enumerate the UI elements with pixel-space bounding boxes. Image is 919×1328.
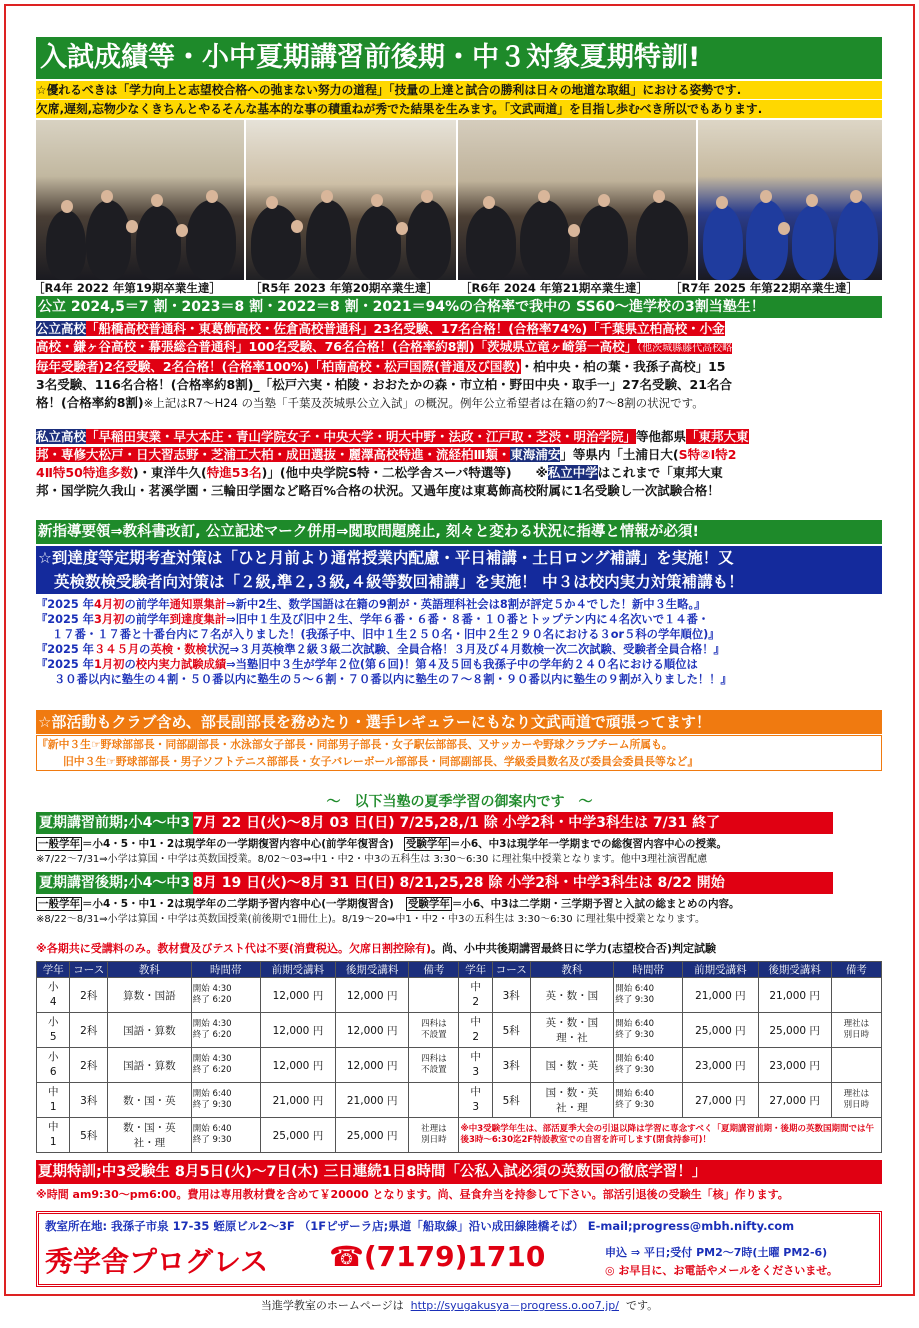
time-cell: 開始 6:40 終了 9:30 bbox=[191, 1118, 260, 1153]
photo-caption-2022: ［R4年 2022 年第19期卒業生達］ bbox=[33, 281, 221, 295]
course-cell: 5科 bbox=[492, 1013, 530, 1048]
news-item: 『2025 年1月初の校内実力試験成績⇒当塾旧中３生が学年２位(第６回)！第４及５回も我孫子中の学年約２４０名における順位は bbox=[36, 658, 698, 671]
table-row bbox=[37, 1048, 882, 1083]
private-result-14: はこれまで「東邦大東 bbox=[597, 465, 723, 480]
photo-caption-2025: ［R7年 2025 年第22期卒業生達］ bbox=[670, 281, 858, 295]
private-label: 私立高校 bbox=[36, 429, 87, 444]
private-result-6: 」等県内「土浦日大( bbox=[560, 447, 679, 462]
page-title: 入試成績等・小中夏期講習前後期・中３対象夏期特訓! bbox=[36, 37, 882, 79]
club-banner: ☆部活動もクラブ含め、部長副部長を務めたり・選手レギュラーにもなり文武両道で頑張ってます！ bbox=[36, 710, 882, 734]
graduation-photo-2024 bbox=[458, 120, 696, 280]
late-fee-cell: 12,000 円 bbox=[336, 978, 409, 1013]
club-line-2: 旧中３生☞野球部部長・男子ソフトテニス部部長・女子バレーボール部部長・同部副部長、学級委員数名及び委員会委員長等など』 bbox=[63, 755, 699, 768]
graduation-photo-2023 bbox=[246, 120, 456, 280]
course-cell: 2科 bbox=[70, 1048, 108, 1083]
grade-cell: 中 2 bbox=[459, 1013, 492, 1048]
private-result-9: )・東洋牛久( bbox=[132, 465, 207, 480]
early-fee-cell: 21,000 円 bbox=[683, 978, 758, 1013]
course-cell: 3科 bbox=[70, 1083, 108, 1118]
guidance-banner: 新指導要領⇒教科書改訂, 公立記述マーク併用⇒閲取問題廃止, 刻々と変わる状況に指導と情報が必須! bbox=[36, 520, 882, 544]
note-cell: 社理は 別日時 bbox=[409, 1118, 459, 1153]
time-cell: 開始 6:40 終了 9:30 bbox=[191, 1083, 260, 1118]
private-result-7: S特②Ⅰ特2 bbox=[678, 447, 737, 462]
course-cell: 3科 bbox=[492, 1048, 530, 1083]
early-term-label: 夏期講習前期;小4～中3 bbox=[36, 812, 193, 834]
grade-cell: 小 5 bbox=[37, 1013, 70, 1048]
school-name: 秀学舎プログレス bbox=[45, 1245, 269, 1278]
subject-cell: 英・数・国 bbox=[530, 978, 614, 1013]
public-result-1: 「船橋高校普通科・東葛飾高校・佐倉高校普通科」23名受験、17名合格！(合格率74%) bbox=[86, 321, 588, 336]
fee-table bbox=[36, 961, 882, 1153]
private-result-4: 邦・専修大松戸・日大習志野・芝浦工大柏・成田選抜・麗澤高校特進・流経柏Ⅲ類・ bbox=[36, 447, 511, 462]
public-result-2: 「千葉県立柏高校・小金 bbox=[587, 321, 725, 336]
public-result-9: 3名受験、116名合格！(合格率約8割)_「松戸六実・柏陵・おおたかの森・市立柏・野田中央・取手一」27名受験、21名合 bbox=[36, 377, 732, 392]
private-result-2: 等他都県 bbox=[636, 429, 687, 444]
late-term-dates: 8月 19 日(火)～8月 31 日(日) 8/21,25,28 除 小学2科・中学3科生は 8/22 開始 bbox=[193, 872, 833, 894]
special-training-banner: 夏期特訓;中3受験生 8月5日(火)～7日(木) 三日連続1日8時間「公私入試必須の英数国の徹底学習！」 bbox=[36, 1160, 882, 1184]
intro-line-1: ☆優れるべきは「学力向上と志望校合格への弛まない努力の道程」「技量の上達と試合の勝利は日々の地道な取組」における姿勢です. bbox=[36, 81, 882, 99]
course-cell: 5科 bbox=[492, 1083, 530, 1118]
time-cell: 開始 4:30 終了 6:20 bbox=[191, 1048, 260, 1083]
public-result-3: 高校・鎌ヶ谷高校・幕張総合普通科」100名受験、76名合格！(合格率約8割) bbox=[36, 339, 475, 354]
subject-cell: 国・数・英 bbox=[530, 1048, 614, 1083]
late-fee-cell: 12,000 円 bbox=[336, 1048, 409, 1083]
early-term-details: 一般学年 ＝小4・5・中1・2は現学年の一学期復習内容中心(前学年復習含) 受験学年 ＝小6、中3は現学年一学期までの総復習内容中心の授業。 ※7/22～7/31⇒小学は算国・中学は英数国授業。8/02～03⇒中1・中2・中3の五科生は 3:30～6:30 に理社集中授業となります。他中3理社演習配慮 bbox=[36, 838, 727, 865]
club-details bbox=[36, 735, 882, 771]
exam-prep-banner bbox=[36, 546, 882, 594]
table-row bbox=[37, 1118, 882, 1153]
course-cell: 3科 bbox=[492, 978, 530, 1013]
time-cell: 開始 4:30 終了 6:20 bbox=[191, 978, 260, 1013]
news-item: 『2025 年３４５月の英検・数検状況⇒３月英検準２級３級二次試験、全員合格！３月及び４月数検一次二次試験、受験者全員合格！』 bbox=[36, 643, 725, 656]
note-cell bbox=[831, 1048, 881, 1083]
public-note: ※上記はR7～H24 の当塾「千葉及茨城県公立入試」の概況。例年公立希望者は在籍の約7～8割の状況です。 bbox=[143, 396, 704, 410]
late-fee-cell: 12,000 円 bbox=[336, 1013, 409, 1048]
intro-line-2: 欠席,遅刻,忘物少なくきちんとやるそんな基本的な事の積重ねが秀でた結果を生みます。「文武両道」を目指し歩むべき所以でもあります. bbox=[36, 100, 882, 118]
grade-cell: 中 1 bbox=[37, 1118, 70, 1153]
subject-cell: 算数・国語 bbox=[108, 978, 192, 1013]
grade-cell: 中 3 bbox=[459, 1083, 492, 1118]
private-result-3: 「東邦大東 bbox=[686, 429, 749, 444]
exam-prep-line-1: ☆到達度等定期考査対策は「ひと月前より通常授業内配慮・平日補講・土日ロング補講」を実施！又 bbox=[38, 549, 734, 567]
contact-box bbox=[36, 1211, 882, 1287]
late-term-label: 夏期講習後期;小4～中3 bbox=[36, 872, 193, 894]
course-cell: 5科 bbox=[70, 1118, 108, 1153]
school-address: 教室所在地: 我孫子市泉 17-35 蛭原ビル2～3F （1Fピザーラ店;県道「船取線」沿い成田線陸橋そば） E-mail;progress@mbh.nifty.com bbox=[45, 1219, 795, 1233]
public-result-5: （他茨城縣藤代高校略 bbox=[637, 343, 733, 354]
early-fee-cell: 25,000 円 bbox=[683, 1013, 758, 1048]
private-middle-label: 私立中学 bbox=[547, 465, 598, 480]
private-result-5: 東海浦安 bbox=[510, 447, 561, 462]
subject-cell: 数・国・英 bbox=[108, 1083, 192, 1118]
table-row bbox=[37, 1013, 882, 1048]
late-term-details: 一般学年 ＝小4・5・中1・2は現学年の二学期予習内容中心(一学期復習含) 受験学年 ＝小6、中3は二学期・三学期予習と入試の総まとめの内容。 ※8/22～8/31⇒小学は算国・中学は英数国授業(前後期で1冊仕上)。8/19～20⇒中1・中2・中3の五科生は 3:30～6:30 に理社集中授業となります。 bbox=[36, 898, 740, 925]
homepage-link[interactable]: http://syugakusya－progress.o.oo7.jp/ bbox=[410, 1299, 619, 1312]
note-cell bbox=[409, 978, 459, 1013]
fee-note: ※各期共に受講料のみ。教材費及びテスト代は不要(消費税込。欠席日割控除有)。尚、小中共後期講習最終日に学力(志望校合否)判定試験 bbox=[36, 942, 717, 955]
early-term-bar bbox=[36, 812, 882, 834]
subject-cell: 英・数・国 理・社 bbox=[530, 1013, 614, 1048]
late-fee-cell: 21,000 円 bbox=[336, 1083, 409, 1118]
private-result-10: 特進53名 bbox=[206, 465, 262, 480]
news-list bbox=[36, 597, 882, 687]
special-training-note: ※時間 am9:30～pm6:00。費用は専用教材費を含めて￥20000 となります。尚、昼食弁当を持参して下さい。部活引退後の受験生「核」作ります。 bbox=[36, 1188, 789, 1201]
late-term-bar bbox=[36, 872, 882, 894]
early-fee-cell: 12,000 円 bbox=[260, 1048, 335, 1083]
grade-cell: 小 6 bbox=[37, 1048, 70, 1083]
summer-intro: ～ 以下当塾の夏季学習の御案内です ～ bbox=[326, 794, 593, 810]
public-label: 公立高校 bbox=[36, 321, 87, 336]
late-fee-cell: 25,000 円 bbox=[758, 1013, 831, 1048]
early-fee-cell: 23,000 円 bbox=[683, 1048, 758, 1083]
private-result-8: 4Ⅱ特50特進多数 bbox=[36, 465, 133, 480]
early-fee-cell: 12,000 円 bbox=[260, 978, 335, 1013]
results-banner: 公立 2024,5＝7 割・2023＝8 割・2022＝8 割・2021＝94%の合格率で我中の SS60～進学校の3割当塾生！ bbox=[36, 296, 882, 318]
grade-cell: 中 2 bbox=[459, 978, 492, 1013]
public-result-4: 「茨城県立竜ヶ崎第一高校」 bbox=[474, 339, 638, 354]
time-cell: 開始 6:40 終了 9:30 bbox=[614, 1083, 683, 1118]
time-cell: 開始 6:40 終了 9:30 bbox=[614, 1013, 683, 1048]
subject-cell: 国語・算数 bbox=[108, 1013, 192, 1048]
early-term-dates: 7月 22 日(火)～8月 03 日(日) 7/25,28,/1 除 小学2科・中学3科生は 7/31 終了 bbox=[193, 812, 833, 834]
note-cell: 理社は 別日時 bbox=[831, 1013, 881, 1048]
early-fee-cell: 21,000 円 bbox=[260, 1083, 335, 1118]
apply-note: ◎ お早目に、お電話やメールをくださいませ。 bbox=[605, 1264, 838, 1277]
course-cell: 2科 bbox=[70, 1013, 108, 1048]
early-fee-cell: 27,000 円 bbox=[683, 1083, 758, 1118]
private-results bbox=[36, 428, 882, 500]
note-cell: 四科は 不設置 bbox=[409, 1048, 459, 1083]
news-item: 『2025 年4月初の前学年通知票集計⇒新中2生、数学国語は在籍の9割が・英語理科社会は8割が評定５か４でした！新中３生略。』 bbox=[36, 598, 706, 611]
subject-cell: 数・国・英 社・理 bbox=[108, 1118, 192, 1153]
note-cell: 理社は 別日時 bbox=[831, 1083, 881, 1118]
private-result-1: 「早稲田実業・早大本庄・青山学院女子・中央大学・明大中野・法政・江戸取・芝渋・明治学院」 bbox=[86, 429, 637, 444]
late-fee-cell: 25,000 円 bbox=[336, 1118, 409, 1153]
public-result-7: 「柏南高校・松戸国際(普通及び国教) bbox=[309, 359, 521, 374]
graduation-photo-2025 bbox=[698, 120, 882, 280]
time-cell: 開始 6:40 終了 9:30 bbox=[614, 1048, 683, 1083]
grade-cell: 中 1 bbox=[37, 1083, 70, 1118]
grade-cell: 中 3 bbox=[459, 1048, 492, 1083]
note-cell: 四科は 不設置 bbox=[409, 1013, 459, 1048]
grade-cell: 小 4 bbox=[37, 978, 70, 1013]
public-result-10: 格！(合格率約8割) bbox=[36, 395, 144, 410]
time-cell: 開始 4:30 終了 6:20 bbox=[191, 1013, 260, 1048]
public-results bbox=[36, 320, 882, 412]
note-cell bbox=[831, 978, 881, 1013]
private-result-12: ※ bbox=[535, 465, 548, 480]
table-row bbox=[37, 1083, 882, 1118]
course-cell: 2科 bbox=[70, 978, 108, 1013]
private-result-11: )」(他中央学院S特・二松学舎スーパ特選等) bbox=[261, 465, 512, 480]
apply-hours: 申込 ⇒ 平日;受付 PM2～7時(土曜 PM2-6) bbox=[605, 1246, 828, 1259]
photo-caption-2024: ［R6年 2024 年第21期卒業生達］ bbox=[460, 281, 648, 295]
subject-cell: 国語・算数 bbox=[108, 1048, 192, 1083]
time-cell: 開始 6:40 終了 9:30 bbox=[614, 978, 683, 1013]
graduation-photo-2022 bbox=[36, 120, 244, 280]
subject-cell: 国・数・英 社・理 bbox=[530, 1083, 614, 1118]
late-fee-cell: 21,000 円 bbox=[758, 978, 831, 1013]
table-bottom-note: ※中3受験学年生は、部活夏季大会の引退以降は学習に専念すべく「夏期講習前期・後期の英数国期間では午後3時～6:30迄2F特設教室での自習を許可します(閉食持参可)！ bbox=[459, 1118, 882, 1153]
fee-table-header: 学年 コース 教科 時間帯 前期受講料 後期受講料 備考 学年 コース 教科 時間帯 前期受講料 後期受講料 備考 bbox=[37, 962, 882, 978]
table-row bbox=[37, 978, 882, 1013]
exam-prep-line-2: 英検数検受験者向対策は「２級,準２,３級,４級等数回補講」を実施！ 中３は校内実力対策補講も！ bbox=[54, 573, 744, 591]
public-result-8: ・柏中央・柏の葉・我孫子高校」15 bbox=[520, 359, 726, 374]
late-fee-cell: 23,000 円 bbox=[758, 1048, 831, 1083]
club-line-1: 『新中３生☞野球部部長・同部副部長・水泳部女子部長・同部男子部長・女子駅伝部部長、又サッカーや野球クラブチーム所属も。 bbox=[37, 738, 673, 751]
private-result-15: 邦・国学院久我山・茗溪学園・三輪田学園など略百%合格の状況。又過年度は東葛飾高校附属に1名受験し一次試験合格！ bbox=[36, 483, 720, 498]
public-result-6: 毎年受験者)2名受験、2名合格！(合格率100%) bbox=[36, 359, 310, 374]
early-fee-cell: 12,000 円 bbox=[260, 1013, 335, 1048]
photo-caption-2023: ［R5年 2023 年第20期卒業生達］ bbox=[250, 281, 438, 295]
early-fee-cell: 25,000 円 bbox=[260, 1118, 335, 1153]
phone-number[interactable]: ☎(7179)1710 bbox=[329, 1240, 546, 1273]
homepage-line: 当進学教室のホームページは http://syugakusya－progress.o.oo7.jp/ です。 bbox=[260, 1299, 659, 1312]
news-item: 『2025 年3月初の前学年到達度集計⇒旧中１生及び旧中２生、学年６番・６番・８番・１０番とトップテン内に４名次いで１４番・ bbox=[36, 613, 710, 626]
news-item: ３０番以内に塾生の４割・５０番以内に塾生の５～６割・７０番以内に塾生の７～８割・９０番以内に塾生の９割が入りました！！』 bbox=[54, 673, 732, 686]
note-cell bbox=[409, 1083, 459, 1118]
news-item: １７番・１７番と十番台内に７名が入りました！(我孫子中、旧中１生２５０名・旧中２生２９０名における３or５科の学年順位)』 bbox=[52, 628, 720, 641]
late-fee-cell: 27,000 円 bbox=[758, 1083, 831, 1118]
